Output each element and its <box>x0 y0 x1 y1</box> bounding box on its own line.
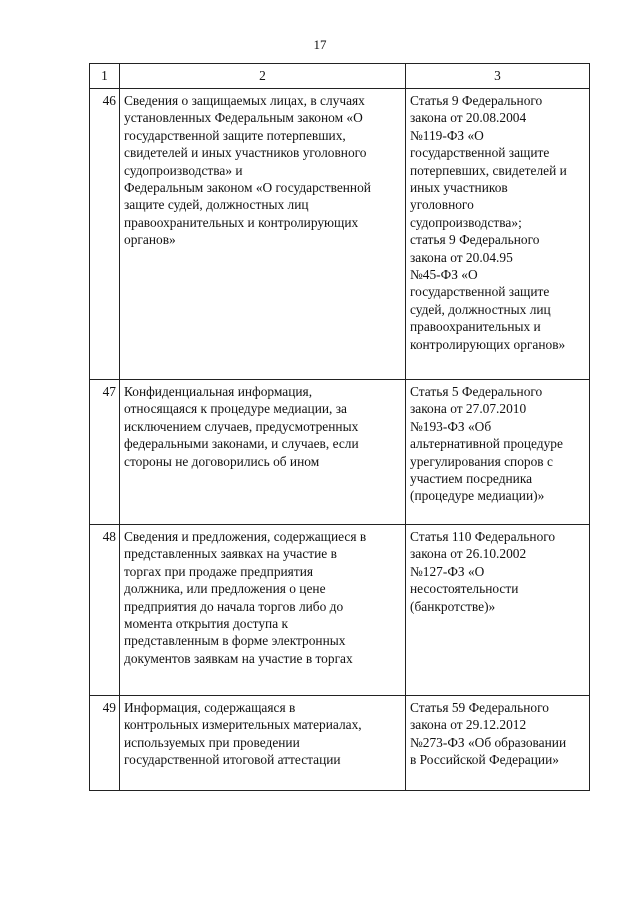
text-line: судей, должностных лиц <box>410 301 551 317</box>
header-cell-2: 2 <box>120 64 406 89</box>
text-line: уголовного <box>410 197 474 213</box>
text-line: стороны не договорились об ином <box>124 453 320 469</box>
row-description <box>120 696 406 791</box>
row-number: 47 <box>90 380 120 525</box>
text-line: свидетелей и иных участников уголовного <box>124 145 367 161</box>
text-line: №45-ФЗ «О <box>410 267 478 283</box>
text-line: участием посредника <box>410 471 533 487</box>
text-line: статья 9 Федерального <box>410 232 540 248</box>
text-line: представленным в форме электронных <box>124 633 346 649</box>
table-row <box>90 525 590 696</box>
text-line: Федеральным законом «О государственной <box>124 180 371 196</box>
table-row <box>90 89 590 380</box>
table-row <box>90 696 590 791</box>
row-description <box>120 89 406 380</box>
text-line: судопроизводства» и <box>124 162 243 178</box>
text-line: закона от 29.12.2012 <box>410 717 527 733</box>
text-line: иных участников <box>410 180 508 196</box>
text-line: Конфиденциальная информация, <box>124 384 313 399</box>
table-header-row <box>90 64 590 89</box>
text-line: относящаяся к процедуре медиации, за <box>124 401 347 417</box>
text-line: государственной защите <box>410 284 550 300</box>
text-line: государственной защите <box>410 145 550 161</box>
text-line: несостоятельности <box>410 581 519 597</box>
row-law-reference <box>406 89 590 380</box>
text-line: Статья 110 Федерального <box>410 529 556 544</box>
text-line: альтернативной процедуре <box>410 436 563 452</box>
text-line: закона от 27.07.2010 <box>410 401 527 417</box>
text-line: потерпевших, свидетелей и <box>410 162 567 178</box>
text-line: защите судей, должностных лиц <box>124 197 309 213</box>
row-number: 46 <box>90 89 120 380</box>
header-cell-3: 3 <box>406 64 590 89</box>
row-description <box>120 525 406 696</box>
text-line: правоохранительных и контролирующих <box>124 214 359 230</box>
text-line: (процедуре медиации)» <box>410 488 545 504</box>
row-law-reference <box>406 525 590 696</box>
text-line: государственной итоговой аттестации <box>124 752 341 768</box>
text-line: должника, или предложения о цене <box>124 581 326 597</box>
text-line: органов» <box>124 232 176 248</box>
text-line: Сведения о защищаемых лицах, в случаях <box>124 93 365 108</box>
row-law-reference <box>406 696 590 791</box>
text-line: урегулирования споров с <box>410 453 553 469</box>
text-line: используемых при проведении <box>124 734 300 750</box>
text-line: №193-ФЗ «Об <box>410 418 492 434</box>
text-line: №273-ФЗ «Об образовании <box>410 734 567 750</box>
row-description <box>120 380 406 525</box>
text-line: №119-ФЗ «О <box>410 127 484 143</box>
text-line: Статья 5 Федерального <box>410 384 543 399</box>
text-line: Статья 59 Федерального <box>410 700 549 715</box>
text-line: представленных заявках на участие в <box>124 546 337 562</box>
text-line: исключением случаев, предусмотренных <box>124 418 359 434</box>
text-line: торгах при продаже предприятия <box>124 563 314 579</box>
text-line: государственной защите потерпевших, <box>124 127 346 143</box>
page-number: 17 <box>313 37 327 52</box>
row-number: 49 <box>90 696 120 791</box>
row-law-reference <box>406 380 590 525</box>
text-line: установленных Федеральным законом «О <box>124 110 363 126</box>
text-line: документов заявкам на участие в торгах <box>124 650 353 666</box>
text-line: закона от 20.04.95 <box>410 249 513 265</box>
text-line: предприятия до начала торгов либо до <box>124 598 344 614</box>
text-line: момента открытия доступа к <box>124 616 289 632</box>
text-line: №127-ФЗ «О <box>410 563 485 579</box>
text-line: контрольных измерительных материалах, <box>124 717 362 733</box>
text-line: федеральными законами, и случаев, если <box>124 436 359 452</box>
text-line: контролирующих органов» <box>410 336 566 352</box>
legal-table <box>89 63 590 791</box>
row-number: 48 <box>90 525 120 696</box>
text-line: Информация, содержащаяся в <box>124 700 296 715</box>
text-line: судопроизводства»; <box>410 214 522 230</box>
text-line: Сведения и предложения, содержащиеся в <box>124 529 367 544</box>
text-line: (банкротстве)» <box>410 598 496 614</box>
header-cell-1: 1 <box>90 64 120 89</box>
text-line: правоохранительных и <box>410 319 541 335</box>
table-row <box>90 380 590 525</box>
text-line: закона от 26.10.2002 <box>410 546 527 562</box>
text-line: в Российской Федерации» <box>410 752 559 768</box>
text-line: Статья 9 Федерального <box>410 93 543 108</box>
text-line: закона от 20.08.2004 <box>410 110 527 126</box>
